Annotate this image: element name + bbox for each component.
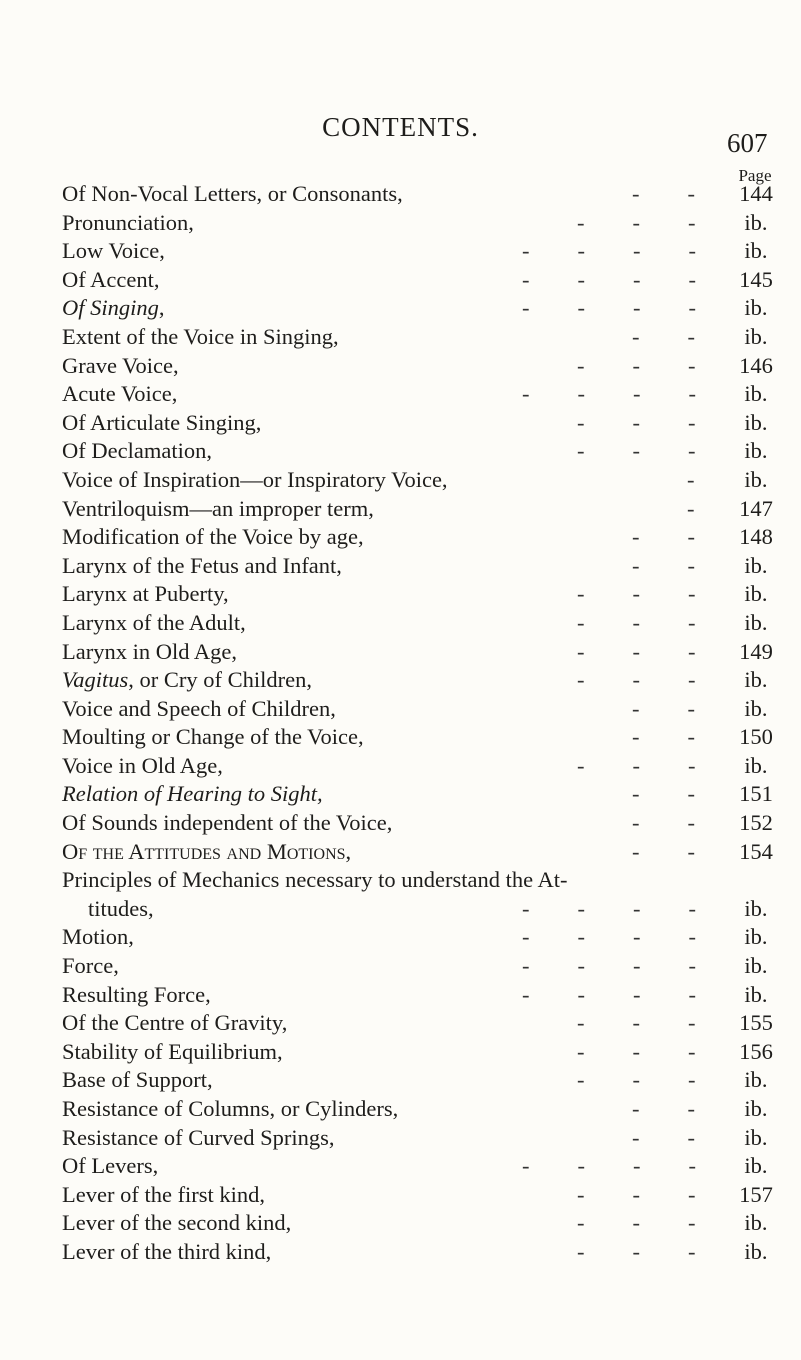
toc-entry xyxy=(62,666,782,695)
leader-dashes: -- xyxy=(632,810,743,836)
leader-dashes: --- xyxy=(577,581,744,607)
toc-entry-title: Moulting or Change of the Voice, xyxy=(62,724,364,750)
toc-entry xyxy=(62,609,782,638)
toc-entry-title: Of Singing, xyxy=(62,295,165,321)
toc-entry-title: Motion, xyxy=(62,924,134,950)
toc-entry-title: Acute Voice, xyxy=(62,381,178,407)
leader-dashes: --- xyxy=(577,638,744,664)
toc-entry-title: Relation of Hearing to Sight, xyxy=(62,781,323,807)
toc-entry-page: 146 xyxy=(739,352,773,378)
toc-entry-title: Resistance of Columns, or Cylinders, xyxy=(62,1096,399,1121)
leader-dashes: -- xyxy=(632,181,743,206)
leader-dashes: --- xyxy=(577,1010,744,1036)
toc-entry-title: Resulting Force, xyxy=(62,981,211,1007)
toc-entry-title: Voice in Old Age, xyxy=(62,752,223,778)
toc-entry-page: ib. xyxy=(744,1153,768,1179)
toc-entry-title: Of Levers, xyxy=(62,1153,159,1179)
toc-entry-page: ib. xyxy=(744,1096,768,1121)
toc-entry-title: Grave Voice, xyxy=(62,352,179,378)
toc-entry xyxy=(62,409,782,438)
toc-entry-title: Base of Support, xyxy=(62,1067,213,1093)
toc-entry-title: Larynx at Puberty, xyxy=(62,581,229,607)
toc-entry-page: ib. xyxy=(744,209,768,235)
toc-entry-page: 155 xyxy=(739,1010,773,1036)
toc-entry-page: ib. xyxy=(744,552,768,578)
leader-dashes: --- xyxy=(577,352,744,378)
toc-entry-title: Of Accent, xyxy=(62,266,160,292)
contents-list xyxy=(62,180,782,1267)
toc-entry-title: Larynx of the Fetus and Infant, xyxy=(62,552,342,578)
toc-entry xyxy=(62,723,782,752)
leader-dashes: ---- xyxy=(522,295,744,321)
leader-dashes: --- xyxy=(577,1038,744,1064)
toc-entry xyxy=(62,1066,782,1095)
toc-entry xyxy=(62,1124,782,1153)
toc-entry xyxy=(62,981,782,1010)
toc-entry-page: ib. xyxy=(744,752,768,778)
toc-entry xyxy=(62,437,782,466)
toc-entry xyxy=(62,466,782,495)
toc-entry-page: 151 xyxy=(739,781,773,807)
toc-entry xyxy=(62,294,782,323)
toc-entry xyxy=(62,638,782,667)
toc-entry-page: ib. xyxy=(744,438,768,464)
toc-entry-page: ib. xyxy=(744,981,768,1007)
page-header-title: CONTENTS. xyxy=(322,112,479,142)
toc-entry-page: ib. xyxy=(744,295,768,321)
toc-entry-page: 157 xyxy=(739,1181,773,1207)
leader-dashes: --- xyxy=(577,438,744,464)
toc-entry-title: Of Declamation, xyxy=(62,438,212,464)
toc-entry-title: titudes, xyxy=(88,895,154,921)
toc-entry-page: ib. xyxy=(744,581,768,607)
leader-dashes: - xyxy=(687,466,743,492)
toc-entry-page: ib. xyxy=(744,953,768,979)
toc-entry-page: 145 xyxy=(739,266,773,292)
toc-entry-page: ib. xyxy=(744,381,768,407)
toc-entry-title: Of the Centre of Gravity, xyxy=(62,1010,288,1036)
leader-dashes: --- xyxy=(577,609,744,635)
toc-entry xyxy=(62,752,782,781)
toc-entry-title: Principles of Mechanics necessary to understand the At- xyxy=(62,867,568,893)
leader-dashes: -- xyxy=(632,781,743,807)
toc-entry-title: Of the Attitudes and Motions, xyxy=(62,838,352,864)
leader-dashes: --- xyxy=(577,667,744,693)
toc-entry xyxy=(62,266,782,295)
leader-dashes: -- xyxy=(632,552,743,578)
leader-dashes: ---- xyxy=(522,895,744,921)
toc-entry-page: ib. xyxy=(744,609,768,635)
leader-dashes: ---- xyxy=(522,238,744,264)
toc-entry-title: Pronunciation, xyxy=(62,209,194,235)
toc-entry-page: 152 xyxy=(739,810,773,836)
toc-entry-title: Modification of the Voice by age, xyxy=(62,524,364,550)
toc-entry-page: ib. xyxy=(744,409,768,435)
toc-entry xyxy=(62,552,782,581)
toc-entry-page: 149 xyxy=(739,638,773,664)
leader-dashes: - xyxy=(687,495,743,521)
toc-entry xyxy=(62,323,782,352)
toc-entry xyxy=(62,352,782,381)
leader-dashes: --- xyxy=(577,1181,744,1207)
leader-dashes: -- xyxy=(632,695,743,721)
leader-dashes: --- xyxy=(577,409,744,435)
toc-entry xyxy=(62,1009,782,1038)
toc-entry-page: 156 xyxy=(739,1038,773,1064)
toc-entry xyxy=(62,923,782,952)
leader-dashes: -- xyxy=(632,1096,743,1121)
toc-entry-page: 147 xyxy=(739,495,773,521)
toc-entry-title: Ventriloquism—an improper term, xyxy=(62,495,374,521)
toc-entry-page: ib. xyxy=(744,1067,768,1093)
leader-dashes: --- xyxy=(577,1238,744,1264)
page-number: 607 xyxy=(727,128,768,158)
toc-entry-page: ib. xyxy=(744,466,768,492)
toc-entry-page: ib. xyxy=(744,924,768,950)
toc-entry-title: Stability of Equilibrium, xyxy=(62,1038,283,1064)
leader-dashes: ---- xyxy=(522,924,744,950)
toc-entry-title: Larynx in Old Age, xyxy=(62,638,237,664)
toc-entry-title: Low Voice, xyxy=(62,238,165,264)
toc-entry xyxy=(62,1095,782,1124)
leader-dashes: -- xyxy=(632,323,743,349)
toc-entry-title: Lever of the third kind, xyxy=(62,1238,272,1264)
toc-entry xyxy=(62,695,782,724)
toc-entry-page: ib. xyxy=(744,667,768,693)
leader-dashes: --- xyxy=(577,209,744,235)
leader-dashes: --- xyxy=(577,1210,744,1236)
leader-dashes: -- xyxy=(632,1124,743,1150)
toc-entry-title: Extent of the Voice in Singing, xyxy=(62,323,339,349)
toc-entry-page: ib. xyxy=(744,238,768,264)
leader-dashes: ---- xyxy=(522,1153,744,1179)
toc-entry-title: Voice and Speech of Children, xyxy=(62,695,336,721)
leader-dashes: ---- xyxy=(522,981,744,1007)
leader-dashes: ---- xyxy=(522,381,744,407)
toc-entry-title: Of Articulate Singing, xyxy=(62,409,262,435)
toc-entry-page: ib. xyxy=(744,1210,768,1236)
toc-entry-title: Lever of the second kind, xyxy=(62,1210,292,1236)
leader-dashes: ---- xyxy=(522,266,744,292)
toc-entry xyxy=(62,1038,782,1067)
leader-dashes: ---- xyxy=(522,953,744,979)
toc-entry xyxy=(62,1209,782,1238)
toc-entry-page: 148 xyxy=(739,524,773,550)
toc-entry-title: Lever of the first kind, xyxy=(62,1181,266,1207)
toc-entry-title: Resistance of Curved Springs, xyxy=(62,1124,335,1150)
toc-entry-page: ib. xyxy=(744,895,768,921)
toc-entry-page: ib. xyxy=(744,1238,768,1264)
toc-entry xyxy=(62,780,782,809)
toc-entry xyxy=(62,1238,782,1267)
leader-dashes: --- xyxy=(577,752,744,778)
toc-entry-page: 144 xyxy=(739,181,773,206)
leader-dashes: --- xyxy=(577,1067,744,1093)
leader-dashes: -- xyxy=(632,524,743,550)
toc-entry-title: Of Non-Vocal Letters, or Consonants, xyxy=(62,181,403,206)
toc-entry-title: Of Sounds independent of the Voice, xyxy=(62,810,393,836)
toc-entry-title: Voice of Inspiration—or Inspiratory Voice, xyxy=(62,466,448,492)
toc-entry xyxy=(62,495,782,524)
toc-entry xyxy=(62,237,782,266)
toc-entry-title: Vagitus, or Cry of Children, xyxy=(62,667,312,693)
toc-entry-page: 150 xyxy=(739,724,773,750)
toc-entry xyxy=(62,952,782,981)
toc-entry-page: ib. xyxy=(744,1124,768,1150)
toc-entry-title: Larynx of the Adult, xyxy=(62,609,246,635)
toc-entry-page: ib. xyxy=(744,323,768,349)
toc-entry-title: Force, xyxy=(62,953,119,979)
toc-entry xyxy=(62,180,782,209)
toc-entry xyxy=(62,838,782,867)
toc-entry xyxy=(62,209,782,238)
toc-entry-page: ib. xyxy=(744,695,768,721)
toc-entry xyxy=(62,866,782,895)
toc-entry xyxy=(62,380,782,409)
toc-entry xyxy=(62,1181,782,1210)
toc-entry xyxy=(62,580,782,609)
toc-entry xyxy=(62,895,782,924)
toc-entry-page: 154 xyxy=(739,838,773,864)
page-column-label: Page xyxy=(738,166,772,185)
toc-entry xyxy=(62,809,782,838)
leader-dashes: -- xyxy=(632,838,743,864)
toc-entry xyxy=(62,523,782,552)
leader-dashes: -- xyxy=(632,724,743,750)
toc-entry xyxy=(62,1152,782,1181)
